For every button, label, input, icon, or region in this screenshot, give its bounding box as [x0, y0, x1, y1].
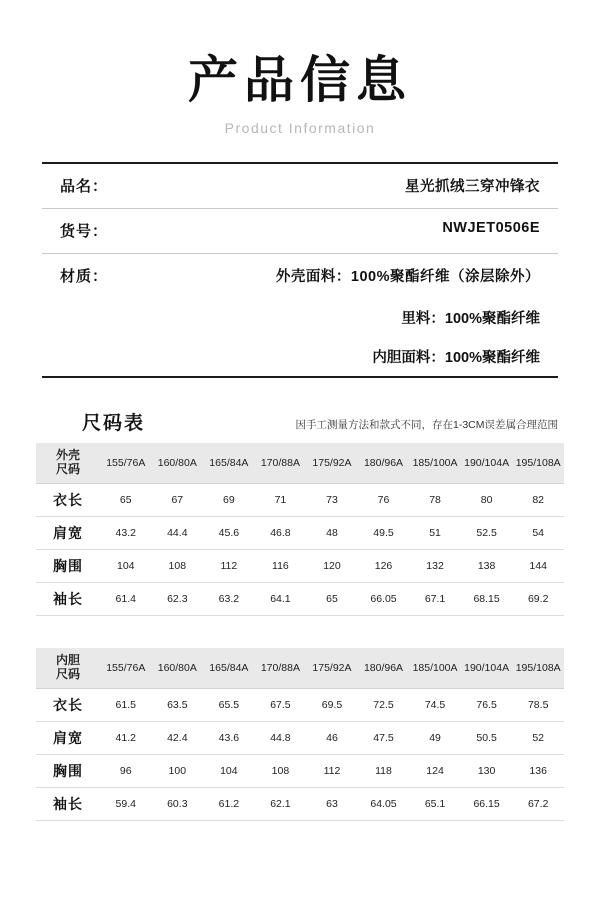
cell: 52.5: [461, 516, 513, 549]
col-header: 155/76A: [100, 648, 152, 689]
cell: 126: [358, 549, 410, 582]
cell: 71: [255, 483, 307, 516]
cell: 51: [409, 516, 461, 549]
product-info-table: [42, 162, 558, 376]
cell: 138: [461, 549, 513, 582]
info-value-material-lining: 里料：100%聚酯纤维: [401, 310, 540, 327]
cell: 61.4: [100, 582, 152, 615]
cell: 108: [255, 754, 307, 787]
row-label: 衣长: [36, 483, 100, 516]
cell: 47.5: [358, 721, 410, 754]
cell: 63.5: [152, 688, 204, 721]
table-corner-header: [36, 443, 100, 484]
cell: 63.2: [203, 582, 255, 615]
table-row: [36, 787, 564, 820]
cell: 69.5: [306, 688, 358, 721]
cell: 108: [152, 549, 204, 582]
table-row: [36, 754, 564, 787]
cell: 72.5: [358, 688, 410, 721]
row-label: 肩宽: [36, 721, 100, 754]
cell: 43.6: [203, 721, 255, 754]
table-row: [36, 582, 564, 615]
info-value-material-inner: 内胆面料：100%聚酯纤维: [372, 349, 540, 366]
cell: 124: [409, 754, 461, 787]
cell: 61.5: [100, 688, 152, 721]
info-bottom-divider: [42, 376, 558, 378]
cell: 69.2: [512, 582, 564, 615]
cell: 68.15: [461, 582, 513, 615]
row-label: 肩宽: [36, 516, 100, 549]
corner-line-2: 尺码: [55, 461, 80, 476]
cell: 65.1: [409, 787, 461, 820]
corner-line-1: 外壳: [55, 447, 80, 462]
cell: 78: [409, 483, 461, 516]
col-header: 165/84A: [203, 648, 255, 689]
cell: 76.5: [461, 688, 513, 721]
table-row: [36, 721, 564, 754]
cell: 44.8: [255, 721, 307, 754]
cell: 67.2: [512, 787, 564, 820]
cell: 60.3: [152, 787, 204, 820]
col-header: 190/104A: [461, 648, 513, 689]
cell: 130: [461, 754, 513, 787]
cell: 61.2: [203, 787, 255, 820]
col-header: 185/100A: [409, 443, 461, 484]
table-row: [36, 483, 564, 516]
cell: 50.5: [461, 721, 513, 754]
table-header-row: [36, 648, 564, 689]
cell: 112: [306, 754, 358, 787]
row-label: 袖长: [36, 787, 100, 820]
page-subtitle: Product Information: [224, 119, 376, 136]
cell: 43.2: [100, 516, 152, 549]
info-value-name: 星光抓绒三穿冲锋衣: [405, 178, 540, 195]
cell: 45.6: [203, 516, 255, 549]
cell: 67.5: [255, 688, 307, 721]
col-header: 180/96A: [358, 443, 410, 484]
info-label-name: 品名：: [60, 177, 109, 195]
cell: 80: [461, 483, 513, 516]
cell: 67.1: [409, 582, 461, 615]
col-header: 195/108A: [512, 648, 564, 689]
size-chart-title: 尺码表: [82, 412, 146, 434]
cell: 82: [512, 483, 564, 516]
size-table-inner: [36, 648, 564, 821]
cell: 120: [306, 549, 358, 582]
col-header: 165/84A: [203, 443, 255, 484]
cell: 100: [152, 754, 204, 787]
col-header: 175/92A: [306, 648, 358, 689]
cell: 118: [358, 754, 410, 787]
row-label: 衣长: [36, 688, 100, 721]
cell: 136: [512, 754, 564, 787]
info-row-material: [42, 254, 558, 298]
cell: 62.1: [255, 787, 307, 820]
cell: 67: [152, 483, 204, 516]
cell: 66.05: [358, 582, 410, 615]
col-header: 170/88A: [255, 443, 307, 484]
cell: 74.5: [409, 688, 461, 721]
size-chart-header: [36, 408, 564, 443]
cell: 112: [203, 549, 255, 582]
info-label-code: 货号：: [60, 222, 109, 240]
cell: 64.05: [358, 787, 410, 820]
corner-line-2: 尺码: [55, 666, 80, 681]
table-row: [36, 516, 564, 549]
col-header: 160/80A: [152, 648, 204, 689]
table-row: [36, 688, 564, 721]
cell: 59.4: [100, 787, 152, 820]
cell: 44.4: [152, 516, 204, 549]
col-header: 160/80A: [152, 443, 204, 484]
page-header: [0, 0, 600, 136]
cell: 48: [306, 516, 358, 549]
cell: 73: [306, 483, 358, 516]
row-label: 胸围: [36, 549, 100, 582]
page-title: 产品信息: [188, 51, 412, 109]
cell: 46.8: [255, 516, 307, 549]
table-corner-header: [36, 648, 100, 689]
row-label: 袖长: [36, 582, 100, 615]
cell: 46: [306, 721, 358, 754]
info-label-material: 材质：: [60, 267, 109, 285]
info-value-code: NWJET0506E: [442, 219, 540, 236]
col-header: 190/104A: [461, 443, 513, 484]
size-chart-section: [36, 408, 564, 821]
size-chart-note: 因手工测量方法和款式不同，存在1-3CM误差属合理范围: [295, 418, 558, 431]
cell: 96: [100, 754, 152, 787]
cell: 49.5: [358, 516, 410, 549]
size-table-shell: [36, 443, 564, 616]
cell: 104: [203, 754, 255, 787]
col-header: 185/100A: [409, 648, 461, 689]
cell: 62.3: [152, 582, 204, 615]
cell: 54: [512, 516, 564, 549]
corner-line-1: 内胆: [55, 652, 80, 667]
table-row: [36, 549, 564, 582]
col-header: 195/108A: [512, 443, 564, 484]
cell: 66.15: [461, 787, 513, 820]
cell: 132: [409, 549, 461, 582]
col-header: 175/92A: [306, 443, 358, 484]
cell: 116: [255, 549, 307, 582]
cell: 65.5: [203, 688, 255, 721]
cell: 104: [100, 549, 152, 582]
cell: 63: [306, 787, 358, 820]
table-header-row: [36, 443, 564, 484]
col-header: 180/96A: [358, 648, 410, 689]
cell: 52: [512, 721, 564, 754]
cell: 65: [306, 582, 358, 615]
cell: 42.4: [152, 721, 204, 754]
col-header: 155/76A: [100, 443, 152, 484]
cell: 49: [409, 721, 461, 754]
cell: 41.2: [100, 721, 152, 754]
col-header: 170/88A: [255, 648, 307, 689]
info-row-code: [42, 209, 558, 254]
row-label: 胸围: [36, 754, 100, 787]
cell: 78.5: [512, 688, 564, 721]
info-value-material-shell: 外壳面料：100%聚酯纤维（涂层除外）: [275, 268, 540, 285]
info-row-name: [42, 164, 558, 209]
cell: 144: [512, 549, 564, 582]
cell: 69: [203, 483, 255, 516]
cell: 65: [100, 483, 152, 516]
cell: 76: [358, 483, 410, 516]
cell: 64.1: [255, 582, 307, 615]
table-gap: [36, 634, 564, 648]
